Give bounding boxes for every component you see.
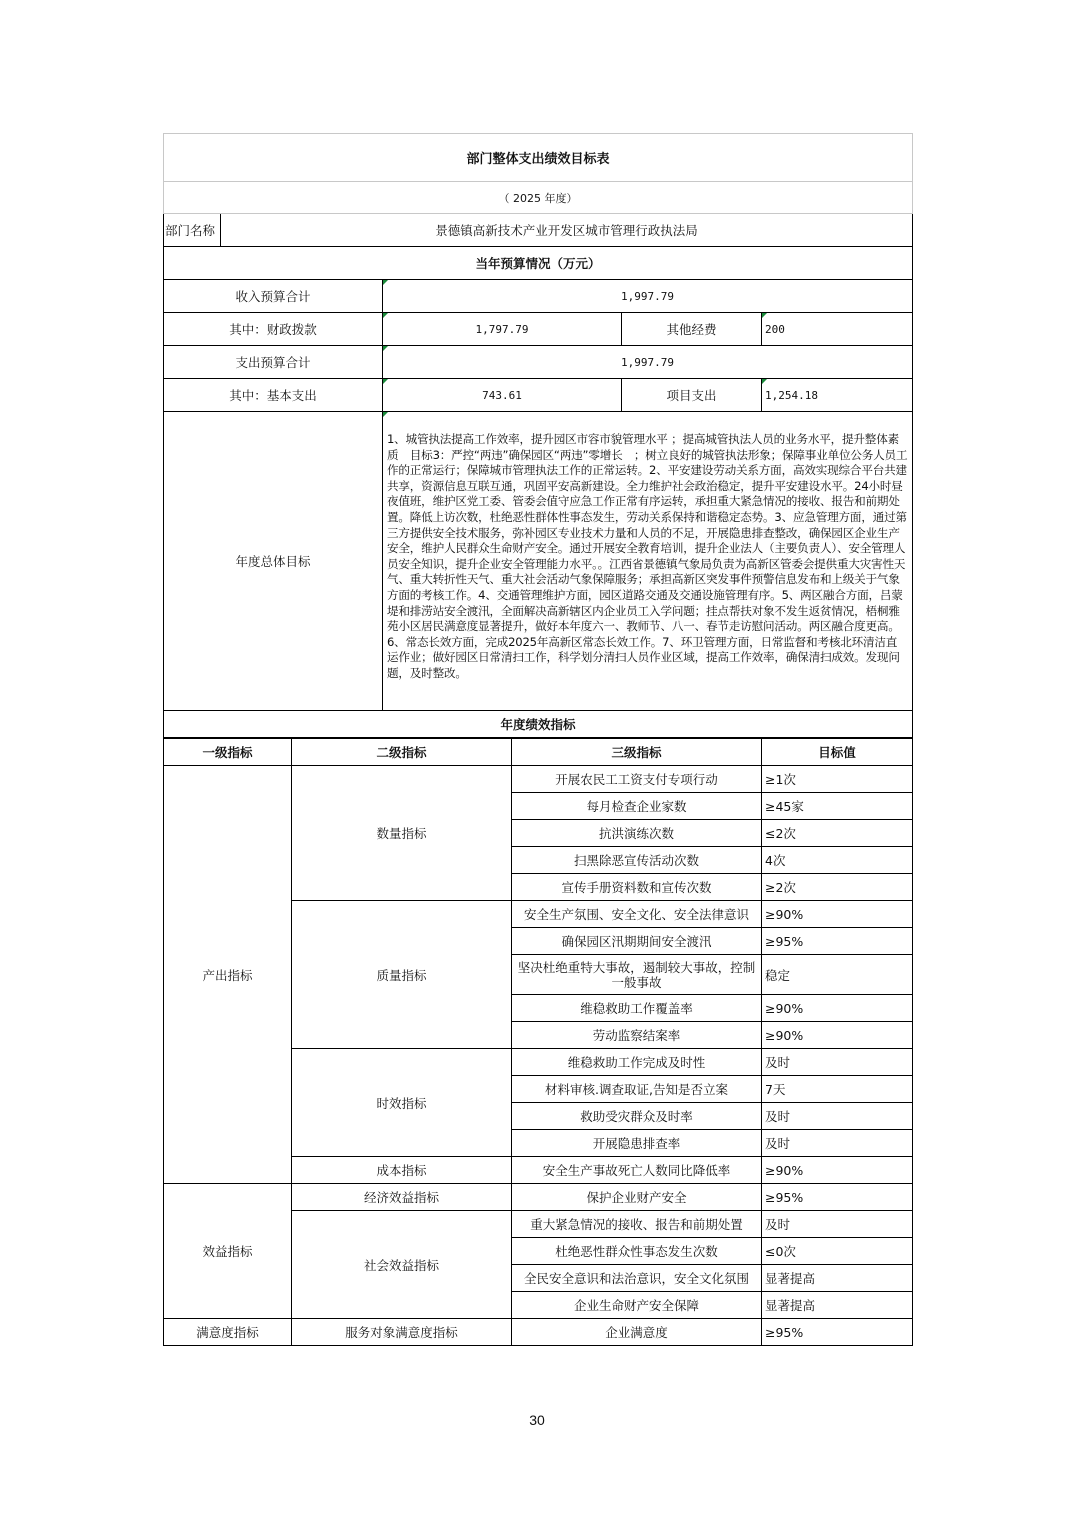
perf-section-header: 年度绩效指标	[164, 711, 913, 738]
level2-social: 社会效益指标	[292, 1211, 512, 1319]
basic-expense-value: 743.61	[383, 379, 622, 412]
indicator-target: ≥45家	[762, 793, 913, 820]
expense-total-label: 支出预算合计	[164, 346, 383, 379]
header-level2: 二级指标	[292, 739, 512, 766]
dept-name: 景德镇高新技术产业开发区城市管理行政执法局	[221, 214, 913, 247]
indicator-name: 救助受灾群众及时率	[512, 1103, 762, 1130]
fiscal-label: 其中：财政拨款	[164, 313, 383, 346]
indicator-target: 7天	[762, 1076, 913, 1103]
indicator-name: 抗洪演练次数	[512, 820, 762, 847]
indicator-name: 开展隐患排查率	[512, 1130, 762, 1157]
budget-table	[163, 133, 913, 738]
expense-total-value: 1,997.79	[383, 346, 913, 379]
indicator-name: 确保园区汛期期间安全渡汛	[512, 928, 762, 955]
indicator-target: ≥90%	[762, 995, 913, 1022]
indicator-name: 开展农民工工资支付专项行动	[512, 766, 762, 793]
project-expense-value: 1,254.18	[762, 379, 913, 412]
performance-table-sheet	[163, 133, 912, 1346]
annual-goal-label: 年度总体目标	[164, 412, 383, 711]
indicator-target: 4次	[762, 847, 913, 874]
other-funds-label: 其他经费	[622, 313, 762, 346]
header-level1: 一级指标	[164, 739, 292, 766]
indicator-target: ≥90%	[762, 1157, 913, 1184]
indicator-name: 维稳救助工作覆盖率	[512, 995, 762, 1022]
income-total-label: 收入预算合计	[164, 280, 383, 313]
indicator-name: 宣传手册资料数和宣传次数	[512, 874, 762, 901]
header-target: 目标值	[762, 739, 913, 766]
header-level3: 三级指标	[512, 739, 762, 766]
indicator-name: 企业满意度	[512, 1319, 762, 1346]
table-title: 部门整体支出绩效目标表	[164, 134, 913, 182]
level1-satisfaction: 满意度指标	[164, 1319, 292, 1346]
indicator-target: ≥95%	[762, 1184, 913, 1211]
indicator-name: 安全生产氛围、安全文化、安全法律意识	[512, 901, 762, 928]
indicator-name: 企业生命财产安全保障	[512, 1292, 762, 1319]
indicator-name: 材料审核.调查取证,告知是否立案	[512, 1076, 762, 1103]
indicator-target: 及时	[762, 1211, 913, 1238]
level2-timeliness: 时效指标	[292, 1049, 512, 1157]
indicator-table	[163, 738, 913, 1346]
indicator-target: 及时	[762, 1103, 913, 1130]
level1-output: 产出指标	[164, 766, 292, 1184]
other-funds-value: 200	[762, 313, 913, 346]
indicator-target: 稳定	[762, 955, 913, 995]
indicator-name: 坚决杜绝重特大事故，遏制较大事故，控制一般事故	[512, 955, 762, 995]
basic-expense-label: 其中：基本支出	[164, 379, 383, 412]
level2-cost: 成本指标	[292, 1157, 512, 1184]
indicator-target: 及时	[762, 1049, 913, 1076]
indicator-target: ≥2次	[762, 874, 913, 901]
indicator-target: ≤2次	[762, 820, 913, 847]
indicator-target: ≥95%	[762, 928, 913, 955]
indicator-target: 显著提高	[762, 1292, 913, 1319]
year-label: （ 2025 年度）	[164, 182, 913, 214]
indicator-name: 保护企业财产安全	[512, 1184, 762, 1211]
fiscal-value: 1,797.79	[383, 313, 622, 346]
indicator-target: ≥95%	[762, 1319, 913, 1346]
dept-label: 部门名称	[164, 214, 221, 247]
page-number: 30	[529, 1412, 545, 1428]
income-total-value: 1,997.79	[383, 280, 913, 313]
indicator-name: 重大紧急情况的接收、报告和前期处置	[512, 1211, 762, 1238]
budget-section-header: 当年预算情况（万元）	[164, 247, 913, 280]
indicator-target: 及时	[762, 1130, 913, 1157]
indicator-name: 杜绝恶性群众性事态发生次数	[512, 1238, 762, 1265]
level2-quantity: 数量指标	[292, 766, 512, 901]
indicator-name: 维稳救助工作完成及时性	[512, 1049, 762, 1076]
indicator-target: ≥1次	[762, 766, 913, 793]
indicator-name: 安全生产事故死亡人数同比降低率	[512, 1157, 762, 1184]
indicator-target: ≤0次	[762, 1238, 913, 1265]
level1-benefit: 效益指标	[164, 1184, 292, 1319]
indicator-target: ≥90%	[762, 901, 913, 928]
level2-service-satisfaction: 服务对象满意度指标	[292, 1319, 512, 1346]
annual-goal-text: 1、城管执法提高工作效率，提升园区市容市貌管理水平 ；提高城管执法人员的业务水平，提升整体素质 目标3：严控“两违”确保园区“两违”零增长 ；树立良好的城管执法形象；保障事业单位公务人员工作的正常运行；保障城市管理执法工作的正常运转。2、平安建设劳动关系方面，高效实现综合平台共建共享，资源信息互联互通，巩固平安高新建设。全力维护社会政治稳定，提升平安建设水平。24小时昼夜值班，维护区党工委、管委会值守应急工作正常有序运转，承担重大紧急情况的接收、报告和前期处置。降低上访次数，杜绝恶性群体性事态发生，劳动关系保持和谐稳定态势。3、应急管理方面，通过第三方提供安全技术服务，弥补园区专业技术力量和人员的不足，开展隐患排查整改，确保园区企业生产安全，维护人民群众生命财产安全。通过开展安全教育培训，提升企业法人（主要负责人）、安全管理人员安全知识，提升企业安全管理能力水平。。江西省景德镇气象局负责为高新区管委会提供重大灾害性天气、重大转折性天气、重大社会活动气象保障服务；承担高新区突发事件预警信息发布和上级关于气象方面的考核工作。4、交通管理维护方面，园区道路交通及交通设施管理有序。5、两区融合方面，吕蒙堤和排涝站安全渡汛，全面解决高新辖区内企业员工入学问题；挂点帮扶对象不发生返贫情况，梧桐雅苑小区居民满意度显著提升，做好本年度六一、教师节、八一、春节走访慰问活动。两区融合度更高。6、常态长效方面，完成2025年高新区常态长效工作。7、环卫管理方面，日常监督和考核北环清洁直运作业；做好园区日常清扫工作，科学划分清扫人员作业区域，提高工作效率，确保清扫成效。发现问题，及时整改。	[383, 412, 913, 711]
indicator-name: 劳动监察结案率	[512, 1022, 762, 1049]
indicator-target: ≥90%	[762, 1022, 913, 1049]
indicator-name: 扫黑除恶宣传活动次数	[512, 847, 762, 874]
level2-quality: 质量指标	[292, 901, 512, 1049]
indicator-name: 全民安全意识和法治意识，安全文化氛围	[512, 1265, 762, 1292]
indicator-name: 每月检查企业家数	[512, 793, 762, 820]
indicator-target: 显著提高	[762, 1265, 913, 1292]
level2-economic: 经济效益指标	[292, 1184, 512, 1211]
project-expense-label: 项目支出	[622, 379, 762, 412]
